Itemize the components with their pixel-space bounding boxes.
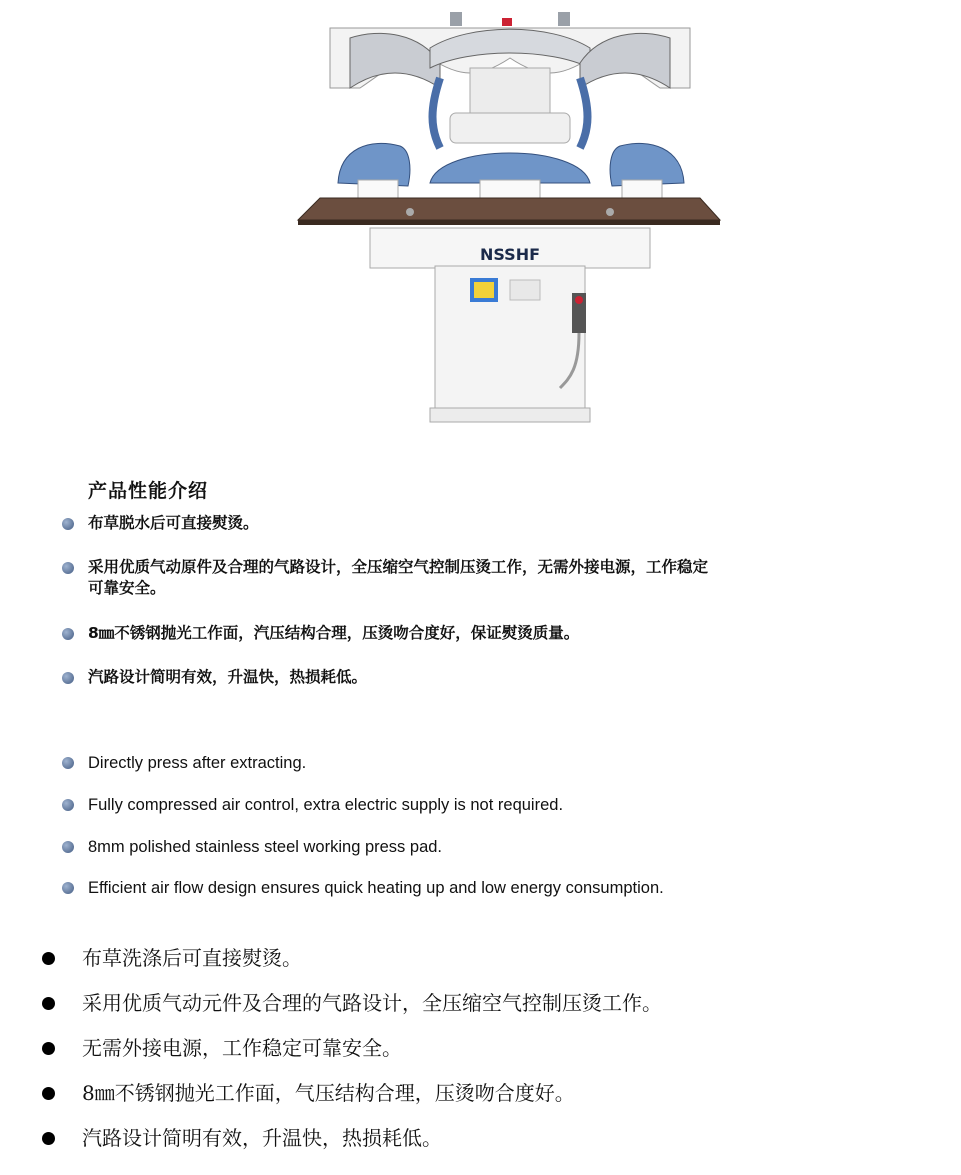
list-item-text: Efficient air flow design ensures quick heating up and low energy consumption.	[88, 879, 664, 897]
list-item-text: 8mm polished stainless steel working press pad.	[88, 838, 443, 856]
top-indicator	[502, 18, 512, 26]
bullet-icon	[62, 672, 74, 684]
list-item-text-continued: 可靠安全。	[88, 579, 166, 597]
bullet-icon	[62, 562, 74, 574]
section-title: 产品性能介绍	[88, 480, 209, 502]
regulator-knob	[575, 296, 583, 304]
list-item-text: 布草洗涤后可直接熨烫。	[82, 946, 302, 970]
bullet-icon	[62, 841, 74, 853]
list-item	[60, 513, 259, 534]
list-item	[60, 667, 367, 688]
list-item	[60, 794, 563, 816]
list-item	[60, 836, 442, 858]
table-knob-right	[606, 208, 614, 216]
bullet-icon	[42, 952, 55, 965]
list-item-text: 8㎜不锈钢抛光工作面，气压结构合理，压烫吻合度好。	[82, 1081, 575, 1105]
pad-base-center	[480, 180, 540, 200]
bullet-icon	[62, 628, 74, 640]
top-bolt-right	[558, 12, 570, 26]
hose-right	[580, 78, 588, 148]
list-item	[38, 1079, 575, 1107]
table-top	[298, 198, 720, 220]
table-edge	[298, 220, 720, 225]
list-item	[38, 989, 662, 1017]
bullet-icon	[62, 757, 74, 769]
bullet-icon	[62, 882, 74, 894]
warning-label-yellow	[474, 282, 494, 298]
list-item	[38, 1124, 442, 1152]
hinge-arm	[450, 113, 570, 143]
bullet-icon	[62, 799, 74, 811]
bullet-icon	[62, 518, 74, 530]
bullet-icon	[42, 1132, 55, 1145]
list-item-text: 采用优质气动原件及合理的气路设计，全压缩空气控制压烫工作，无需外接电源，工作稳定	[88, 558, 709, 576]
table-knob-left	[406, 208, 414, 216]
bullet-icon	[42, 1087, 55, 1100]
list-item-text: 8㎜不锈钢抛光工作面，汽压结构合理，压烫吻合度好，保证熨烫质量。	[88, 624, 580, 642]
hose-left	[433, 78, 441, 148]
product-image	[290, 8, 730, 428]
bullet-icon	[42, 997, 55, 1010]
list-item-text: 汽路设计简明有效，升温快，热损耗低。	[82, 1126, 442, 1150]
list-item	[60, 557, 708, 599]
pad-base-right	[622, 180, 662, 200]
list-item	[60, 877, 664, 899]
list-item-text: 采用优质气动元件及合理的气路设计，全压缩空气控制压烫工作。	[82, 991, 662, 1015]
pad-center	[430, 153, 590, 183]
pressing-machine-illustration	[290, 8, 730, 428]
bullet-icon	[42, 1042, 55, 1055]
top-bolt-left	[450, 12, 462, 26]
list-item-text: Fully compressed air control, extra electric supply is not required.	[88, 796, 564, 814]
list-item-text: 汽路设计简明有效，升温快，热损耗低。	[88, 668, 368, 686]
pad-base-left	[358, 180, 398, 200]
list-item	[38, 1034, 402, 1062]
list-item	[38, 944, 302, 972]
list-item-text: 布草脱水后可直接熨烫。	[88, 514, 259, 532]
list-item-text: 无需外接电源，工作稳定可靠安全。	[82, 1036, 402, 1060]
machine-base	[430, 408, 590, 422]
info-label	[510, 280, 540, 300]
brand-logo: NSSHF	[479, 245, 541, 264]
list-item	[60, 623, 579, 644]
list-item-text: Directly press after extracting.	[88, 754, 307, 772]
list-item	[60, 752, 306, 774]
